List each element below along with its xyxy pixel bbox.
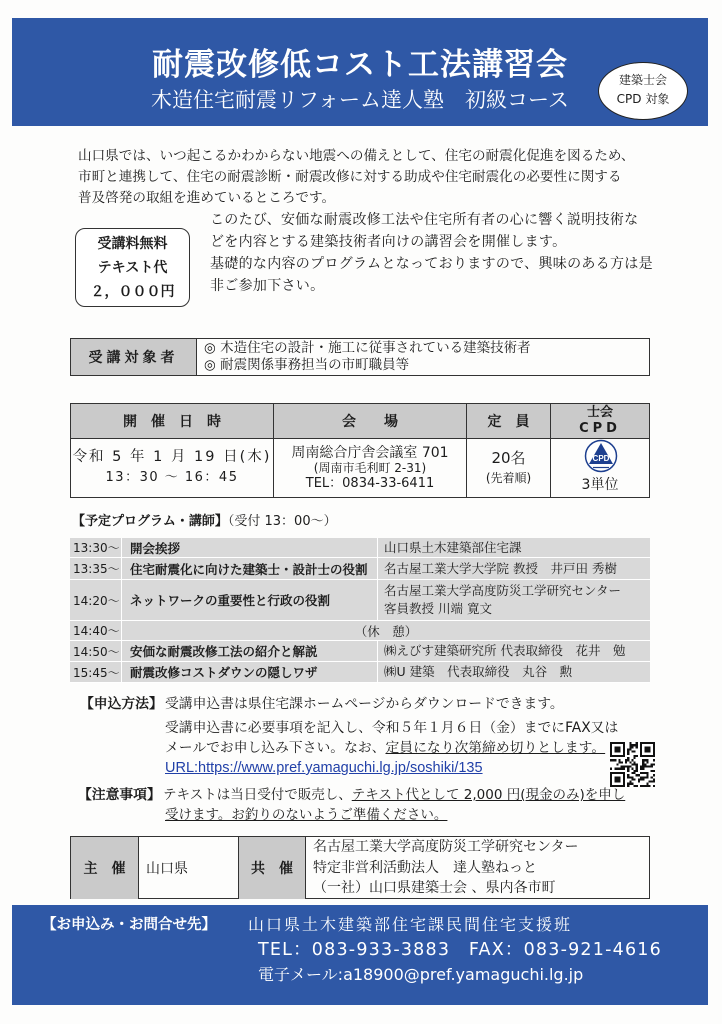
intro-line: 山口県では、いつ起こるかわからない地震への備えとして、住宅の耐震化促進を図るため、 [78,148,635,164]
venue-tel: TEL：0834-33-6411 [305,476,435,491]
program-title: 開会挨拶 [122,538,378,557]
description-line: 基礎的な内容のプログラムとなっておりますので、興味のある方は是 [210,256,653,272]
cpd-header-line-2: CPD [579,421,621,436]
target-audience-table [70,338,650,376]
notes-line-1 [163,785,625,805]
text-fee-notice: テキスト代として 2,000 円(現金のみ)を申し [351,787,626,803]
cohost-list [306,837,649,899]
speaker-line: ㈱U 建築 代表取締役 丸谷 勲 [384,664,573,679]
target-audience-list [197,339,531,375]
program-row [70,662,650,683]
badge-line-2: CPD 対象 [616,92,670,106]
speaker-line: 客員教授 川端 寛文 [384,601,492,616]
capacity-value: 20名 [491,449,526,467]
program-table [70,538,650,683]
cpd-header [551,404,649,439]
program-heading-title: 【予定プログラム・講師】 [72,514,228,529]
cpd-units: 3単位 [581,477,619,493]
cpd-header-line-1: 士会 [586,405,613,420]
contact-footer [12,905,708,1005]
badge-line-1: 建築士会 [618,73,667,87]
program-speaker [378,538,650,557]
venue-name: 周南総合庁舎会議室 701 [291,445,449,461]
cpd-target-badge [598,62,688,120]
schedule-table [70,403,650,498]
target-audience-item: ◎ 耐震関係事務担当の市町職員等 [204,357,410,373]
description-line: このたび、安価な耐震改修工法や住宅所有者の心に響く説明技術な [210,212,639,228]
program-speaker [378,641,650,661]
contact-email: 電子メール:a18900@pref.yamaguchi.lg.jp [258,965,584,984]
date-header: 開 催 日 時 [71,404,274,439]
intro-paragraph [78,146,635,209]
program-row [70,641,650,662]
application-label: 【申込方法】 [80,696,163,712]
program-speaker [378,580,650,620]
program-speaker [378,558,650,579]
application-url-link[interactable]: URL:https://www.pref.yamaguchi.lg.jp/soshiki/135 [165,760,483,776]
program-time: 14:40～ [70,621,122,640]
contact-heading: 【お申込み・お問合せ先】 [42,917,216,933]
speaker-line: 名古屋工業大学大学院 教授 井戸田 秀樹 [384,560,617,576]
program-row [70,558,650,580]
notes-line-2: 受けます。お釣りのないようご準備ください。 [165,807,448,823]
program-title: 住宅耐震化に向けた建築士・設計士の役割 [122,558,378,579]
application-line-3 [165,738,605,758]
capacity-header: 定 員 [467,404,551,439]
cpd-cell [551,439,649,497]
program-time: 13:30～ [70,538,122,557]
fee-free-label: 受講料無料 [97,236,168,252]
qr-code-icon [610,742,655,787]
notes-label: 【注意事項】 [78,787,161,803]
deadline-notice: 定員になり次第締め切りとします。 [385,740,606,756]
cohost-label: 共 催 [239,837,306,899]
program-row-break [70,621,650,641]
text-fee-amount: ２，０００円 [90,284,175,300]
event-date: 令和 5 年 1 月 19 日(木) [72,449,272,465]
program-break: （休 憩） [354,623,418,639]
intro-line: 市町と連携して、住宅の耐震診断・耐震改修に対する助成や住宅耐震化の必要性に関する [78,169,622,185]
description-paragraph [210,209,653,297]
description-line: 非ご参加下さい。 [210,278,325,294]
date-cell [71,439,274,497]
cohost-item: 名古屋工業大学高度防災工学研究センター [313,839,579,855]
page-title: 耐震改修低コスト工法講習会 [152,47,568,83]
contact-tel-fax: TEL：083-933-3883 FAX：083-921-4616 [258,940,662,960]
target-audience-label: 受講対象者 [71,339,197,375]
venue-cell [274,439,467,497]
cpd-logo-icon [584,439,618,473]
cohost-item: （一社）山口県建築士会 、県内各市町 [313,880,556,896]
speaker-line: 山口県土木建築部住宅課 [384,539,522,555]
program-row [70,580,650,621]
application-line-2: 受講申込書に必要事項を記入し、令和５年１月６日（金）までにFAX又は [165,720,619,736]
program-title: ネットワークの重要性と行政の役割 [122,580,378,620]
contact-office: 山口県土木建築部住宅課民間住宅支援班 [248,915,573,934]
page-subtitle: 木造住宅耐震リフォーム達人塾 初級コース [151,88,569,112]
venue-header: 会 場 [274,404,467,439]
program-time: 13:35～ [70,558,122,579]
host-value: 山口県 [139,837,239,899]
venue-address: (周南市毛利町 2-31) [313,461,427,475]
organizers-table [70,836,650,899]
target-audience-item: ◎ 木造住宅の設計・施工に従事されている建築技術者 [204,340,531,356]
application-line-3-text: メールでお申し込み下さい。なお、 [165,740,386,756]
program-speaker [378,662,650,682]
cpd-logo-text: CPD [592,454,610,463]
fee-box [75,228,190,307]
description-line: どを内容とする建築技術者向けの講習会を開催します。 [210,234,567,250]
text-fee-label: テキスト代 [97,260,168,276]
speaker-line: ㈱えびす建築研究所 代表取締役 花井 勉 [384,643,626,658]
intro-line: 普及啓発の取組を進めているところです。 [78,190,336,206]
cohost-item: 特定非営利活動法人 達人塾ねっと [313,859,537,876]
speaker-line: 名古屋工業大学高度防災工学研究センター [384,583,622,598]
capacity-cell [467,439,551,497]
program-title: 安価な耐震改修工法の紹介と解説 [122,641,378,661]
program-time: 14:20～ [70,580,122,620]
capacity-note: (先着順) [485,471,532,485]
program-reception-time: （受付 13：00～） [227,514,337,529]
program-time: 15:45～ [70,662,122,682]
program-row [70,538,650,558]
notes-line-1-text: テキストは当日受付で販売し、 [163,787,352,803]
host-label: 主 催 [71,837,139,899]
event-time: 13：30 ～ 16：45 [105,470,239,485]
application-line-1: 受講申込書は県住宅課ホームページからダウンロードできます。 [165,696,564,712]
program-time: 14:50～ [70,641,122,661]
program-heading [72,513,337,531]
program-title: 耐震改修コストダウンの隠しワザ [122,662,378,682]
